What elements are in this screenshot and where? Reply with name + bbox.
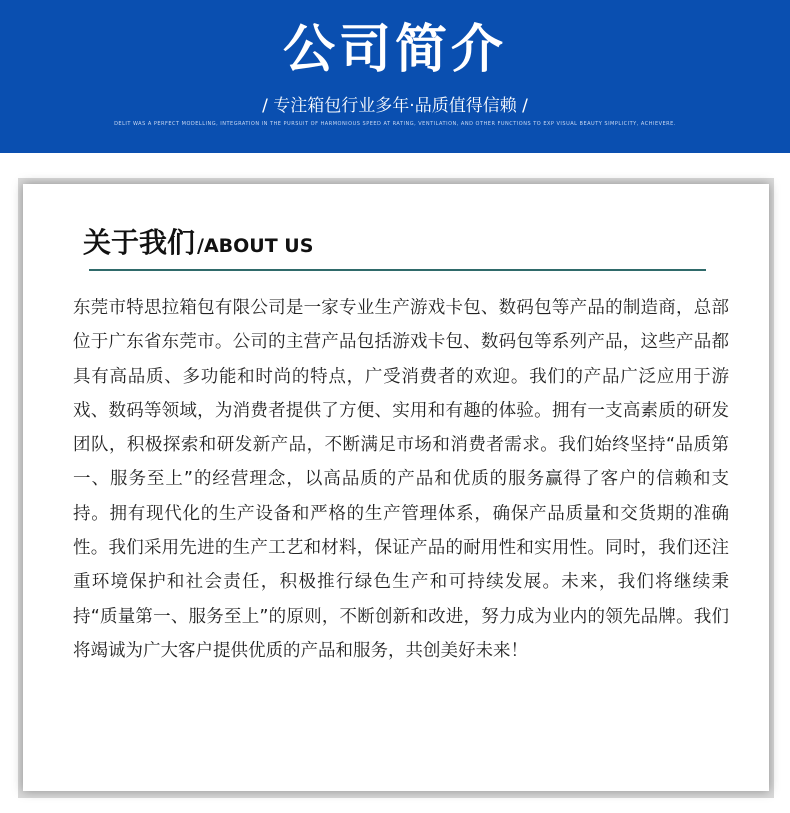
about-heading-cn: 关于我们 [83,226,196,259]
heading-divider [89,269,706,271]
banner-subtitle: / 专注箱包行业多年·品质值得信赖 / [262,96,528,116]
banner-fine-print: DELIT WAS A PERFECT MODELLING, INTEGRATION IN THE PURSUIT OF HARMONIOUS SPEED AT RATING, VENTILATION, AND OTHER FUNCTIONS TO EXP VISUAL BEAUTY SIMPLICITY, ACHIEVERE. [114,121,676,127]
about-heading [83,221,313,261]
about-heading-en: /ABOUT US [197,235,314,257]
about-card [23,184,769,791]
about-body-text: 东莞市特思拉箱包有限公司是一家专业生产游戏卡包、数码包等产品的制造商，总部位于广东省东莞市。公司的主营产品包括游戏卡包、数码包等系列产品，这些产品都具有高品质、多功能和时尚的特点，广受消费者的欢迎。我们的产品广泛应用于游戏、数码等领域，为消费者提供了方便、实用和有趣的体验。拥有一支高素质的研发团队，积极探索和研发新产品，不断满足市场和消费者需求。我们始终坚持“品质第一、服务至上”的经营理念，以高品质的产品和优质的服务赢得了客户的信赖和支持。拥有现代化的生产设备和严格的生产管理体系，确保产品质量和交货期的准确性。我们采用先进的生产工艺和材料，保证产品的耐用性和实用性。同时，我们还注重环境保护和社会责任，积极推行绿色生产和可持续发展。未来，我们将继续秉持“质量第一、服务至上”的原则，不断创新和改进，努力成为业内的领先品牌。我们将竭诚为广大客户提供优质的产品和服务，共创美好未来！ [73,298,729,661]
banner-title: 公司简介 [282,20,507,80]
header-banner [0,0,790,153]
